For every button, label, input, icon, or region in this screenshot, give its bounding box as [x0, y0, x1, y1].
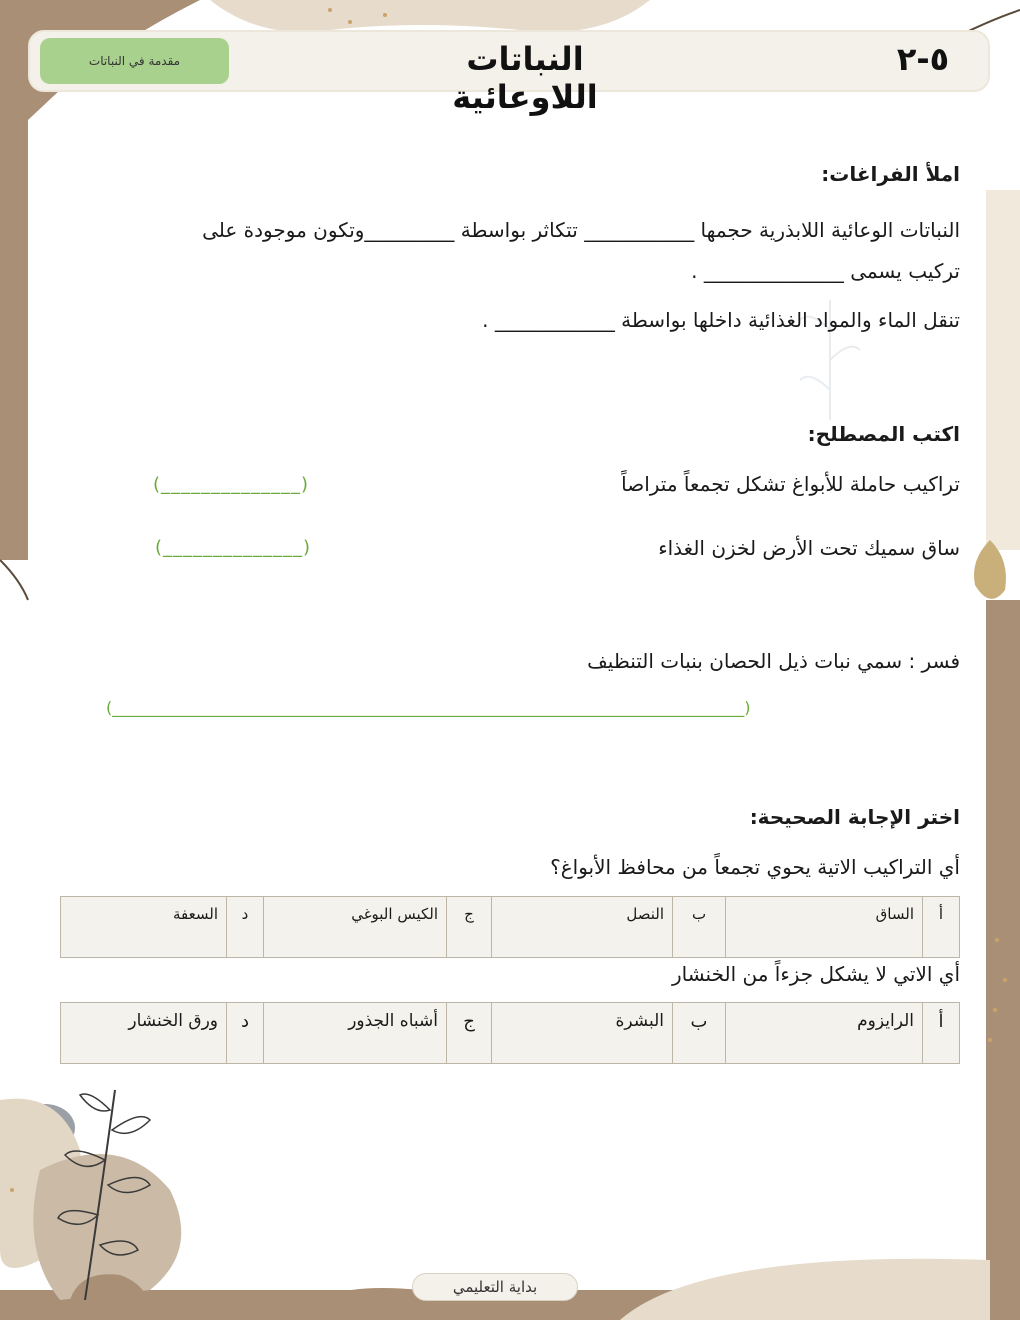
- term-question-1: تراكيب حاملة للأبواغ تشكل تجمعاً متراصاً: [621, 472, 960, 496]
- mcq-options-table-2: [60, 1002, 960, 1064]
- term-answer-blank-1[interactable]: (______________): [153, 474, 310, 495]
- fill-blanks-line-2: تركيب يسمى ______________ .: [691, 259, 960, 283]
- table-row: [61, 1003, 960, 1064]
- fill-blanks-line-3: تنقل الماء والمواد الغذائية داخلها بواسطة ____________ .: [482, 308, 960, 332]
- term-answer-blank-2[interactable]: (______________): [155, 537, 312, 558]
- option-letter: ب: [673, 897, 726, 958]
- option-text[interactable]: الرايزوم: [726, 1003, 923, 1064]
- explain-answer-blank[interactable]: (_______________________________________________________________________________): [106, 698, 751, 717]
- option-text[interactable]: البشرة: [492, 1003, 673, 1064]
- option-letter: د: [227, 897, 264, 958]
- fill-blanks-line-1: النباتات الوعائية اللابذرية حجمها ___________ تتكاثر بواسطة _________وتكون موجودة على: [202, 218, 960, 242]
- mcq-question-1: أي التراكيب الاتية يحوي تجمعاً من محافظ الأبواغ؟: [550, 855, 960, 879]
- term-question-2: ساق سميك تحت الأرض لخزن الغذاء: [658, 536, 960, 560]
- fill-blanks-heading: املأ الفراغات:: [821, 162, 960, 186]
- option-text[interactable]: أشباه الجذور: [264, 1003, 447, 1064]
- option-letter: أ: [923, 897, 960, 958]
- option-text[interactable]: الكيس البوغي: [264, 897, 447, 958]
- option-letter: د: [227, 1003, 264, 1064]
- choose-heading: اختر الإجابة الصحيحة:: [749, 805, 960, 829]
- footer-brand: بداية التعليمي: [412, 1273, 578, 1301]
- option-letter: ج: [447, 1003, 492, 1064]
- lesson-number: ٥-٢: [896, 40, 950, 78]
- mcq-question-2: أي الاتي لا يشكل جزءاً من الخنشار: [671, 962, 960, 986]
- page-title: النباتات اللاوعائية: [452, 40, 598, 116]
- explain-question: فسر : سمي نبات ذيل الحصان بنبات التنظيف: [587, 649, 960, 673]
- option-text[interactable]: السعفة: [61, 897, 227, 958]
- option-text[interactable]: ورق الخنشار: [61, 1003, 227, 1064]
- option-letter: ج: [447, 897, 492, 958]
- mcq-options-table-1: [60, 896, 960, 958]
- option-letter: ب: [673, 1003, 726, 1064]
- table-row: [61, 897, 960, 958]
- write-term-heading: اكتب المصطلح:: [807, 422, 960, 446]
- option-letter: أ: [923, 1003, 960, 1064]
- unit-badge: مقدمة في النباتات: [40, 38, 229, 84]
- option-text[interactable]: النصل: [492, 897, 673, 958]
- option-text[interactable]: الساق: [726, 897, 923, 958]
